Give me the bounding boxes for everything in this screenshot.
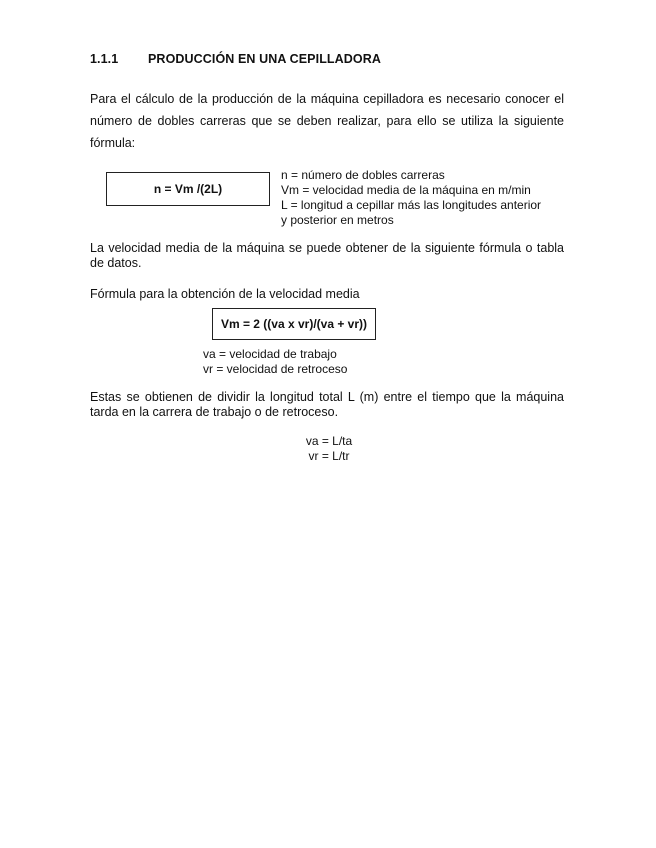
formula-expression: Vm = 2 ((va x vr)/(va + vr)) [220, 317, 368, 331]
equation-line: vr = L/tr [308, 449, 350, 463]
velocity-paragraph: La velocidad media de la máquina se puede obtener de la siguiente fórmula o tabla de datos. [90, 241, 564, 270]
definition-line: L = longitud a cepillar más las longitudes anterior [281, 198, 542, 212]
equation-line: va = L/ta [305, 434, 353, 448]
intro-paragraph: Para el cálculo de la producción de la máquina cepilladora es necesario conocer el número de dobles carreras que se deben realizar, para ello se utiliza la siguiente fórmula: [90, 92, 564, 150]
formula-intro-line: Fórmula para la obtención de la velocidad media [90, 287, 360, 301]
obtain-paragraph: Estas se obtienen de dividir la longitud total L (m) entre el tiempo que la máquina tarda en la carrera de trabajo o de retroceso. [90, 390, 564, 419]
formula-definitions [281, 168, 541, 228]
definition-line: n = número de dobles carreras [281, 168, 445, 182]
definition-line: va = velocidad de trabajo [203, 347, 337, 361]
section-number: 1.1.1 [90, 52, 119, 66]
section-heading [90, 52, 381, 66]
velocity-definitions [203, 347, 347, 377]
section-title: PRODUCCIÓN EN UNA CEPILLADORA [148, 52, 381, 66]
definition-line: y posterior en metros [281, 213, 394, 227]
formula-box-velocidad-media [212, 308, 376, 340]
definition-line: Vm = velocidad media de la máquina en m/min [281, 183, 531, 197]
formula-box-doble-carreras [106, 172, 270, 206]
velocity-equations [300, 434, 358, 464]
formula-expression: n = Vm /(2L) [153, 182, 223, 196]
definition-line: vr = velocidad de retroceso [203, 362, 348, 376]
